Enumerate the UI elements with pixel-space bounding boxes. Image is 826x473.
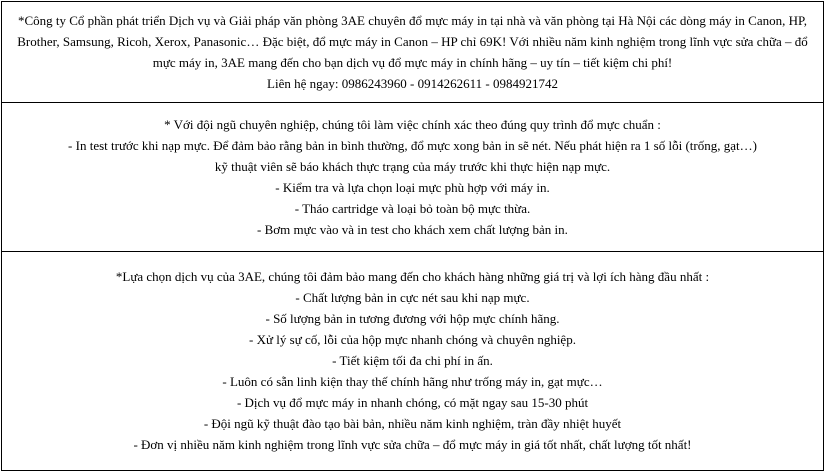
benefit-item: - Đơn vị nhiều năm kinh nghiệm trong lĩnh vực sửa chữa – đổ mực máy in giá tốt nhất, chất lượng tốt nhất!: [133, 437, 692, 453]
benefit-item: - Số lượng bản in tương đương với hộp mực chính hãng.: [265, 311, 560, 327]
process-heading: * Với đội ngũ chuyên nghiệp, chúng tôi làm việc chính xác theo đúng quy trình đổ mực chuẩn :: [164, 116, 661, 132]
table-row: [2, 102, 824, 251]
table-row: [2, 2, 824, 103]
benefit-item: - Luôn có sẵn linh kiện thay thế chính hãng như trống máy in, gạt mực…: [222, 374, 603, 390]
benefit-item: - Đội ngũ kỹ thuật đào tạo bài bản, nhiều năm kinh nghiệm, tràn đầy nhiệt huyết: [203, 416, 622, 432]
process-cell: [2, 102, 824, 251]
info-table: [1, 1, 824, 471]
table-row: [2, 251, 824, 470]
company-intro-cell: [2, 2, 824, 103]
benefits-heading: *Lựa chọn dịch vụ của 3AE, chúng tôi đảm bảo mang đến cho khách hàng những giá trị và lợi ích hàng đầu nhất :: [115, 269, 710, 285]
process-step: kỹ thuật viên sẽ báo khách thực trạng của máy trước khi thực hiện nạp mực.: [214, 158, 611, 174]
company-intro-text: *Công ty Cổ phần phát triển Dịch vụ và Giải pháp văn phòng 3AE chuyên đổ mực máy in tại nhà và văn phòng tại Hà Nội các dòng máy in Canon, HP, Brother, Samsung, Ricoh, Xerox, Panasonic… Đặc biệt, đổ mực máy in Canon – HP chỉ 69K! Với nhiều năm kinh nghiệm trong lĩnh vực sửa chữa – đổ mực máy in, 3AE mang đến cho bạn dịch vụ đổ mực máy in chính hãng – uy tín – tiết kiệm chi phí!: [17, 12, 808, 70]
process-step: - Bơm mực vào và in test cho khách xem chất lượng bản in.: [257, 221, 568, 237]
process-step: - In test trước khi nạp mực. Để đảm bảo rằng bản in bình thường, đổ mực xong bản in sẽ nét. Nếu phát hiện ra 1 số lỗi (trống, gạt…): [68, 137, 757, 153]
benefits-cell: [2, 251, 824, 470]
benefit-item: - Tiết kiệm tối đa chi phí in ấn.: [332, 353, 493, 369]
benefit-item: - Dịch vụ đổ mực máy in nhanh chóng, có mặt ngay sau 15-30 phút: [236, 395, 589, 411]
benefit-item: - Xử lý sự cố, lỗi của hộp mực nhanh chóng và chuyên nghiệp.: [249, 332, 576, 348]
process-step: - Kiểm tra và lựa chọn loại mực phù hợp với máy in.: [275, 179, 550, 195]
process-step: - Tháo cartridge và loại bỏ toàn bộ mực thừa.: [294, 200, 531, 216]
benefit-item: - Chất lượng bản in cực nét sau khi nạp mực.: [295, 290, 530, 306]
contact-phone-line: Liên hệ ngay: 0986243960 - 0914262611 - 0984921742: [267, 75, 558, 91]
